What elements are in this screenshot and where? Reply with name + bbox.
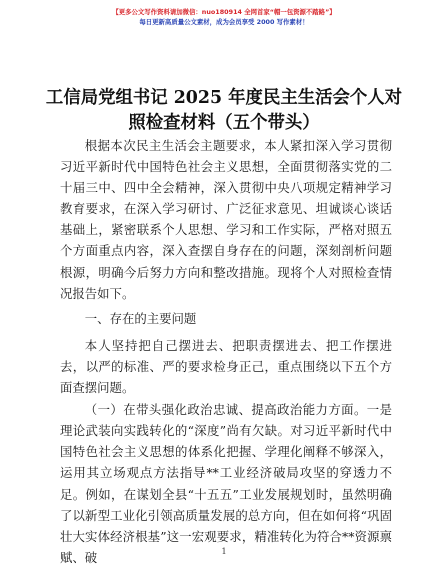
document-body [60,135,392,569]
intro-paragraph: 根据本次民主生活会主题要求，本人紧扣深入学习贯彻习近平新时代中国特色社会主义思想，全面贯彻落实党的二十届三中、四中全会精神，深入贯彻中央八项规定精神学习教育要求，在深入学习研讨、广泛征求意见、坦诚谈心谈话基础上，紧密联系个人思想、学习和工作实际，严格对照五个方面重点内容，深入查摆自身存在的问题，深刻剖析问题根源，明确今后努力方向和整改措施。现将个人对照检查情况报告如下。 [60,138,392,301]
document-title: 工信局党组书记 2025 年度民主生活会个人对照检查材料（五个带头） [45,88,403,133]
body-paragraph: 本人坚持把自己摆进去、把职责摆进去、把工作摆进去，以严的标准、严的要求检身正己，重点围绕以下五个方面查摆问题。 [60,337,392,396]
promo-banner [0,7,448,27]
promo-banner-line1: 【更多公文写作资料请加微信：nuo180914 全网首家“帽一包资源不踏路”】 [112,8,336,16]
promo-banner-line2: 每日更新高质量公文素材，成为会员享受 2000 写作素材！ [139,18,309,26]
page-number: 1 [221,547,227,556]
section-heading: 一、存在的主要问题 [84,310,197,326]
body-paragraph: （一）在带头强化政治忠诚、提高政治能力方面。一是理论武装向实践转化的“深度”尚有欠缺。对习近平新时代中国特色社会主义思想的体系化把握、学理化阐释不够深入，运用其立场观点方法指导**工业经济破局攻坚的穿透力不足。例如，在谋划全县“十五五”工业发展规划时，虽然明确了以新型工业化引领高质量发展的总方向，但在如何将“巩固壮大实体经济根基”这一宏观要求，精准转化为符合**资源禀赋、破 [60,402,392,565]
